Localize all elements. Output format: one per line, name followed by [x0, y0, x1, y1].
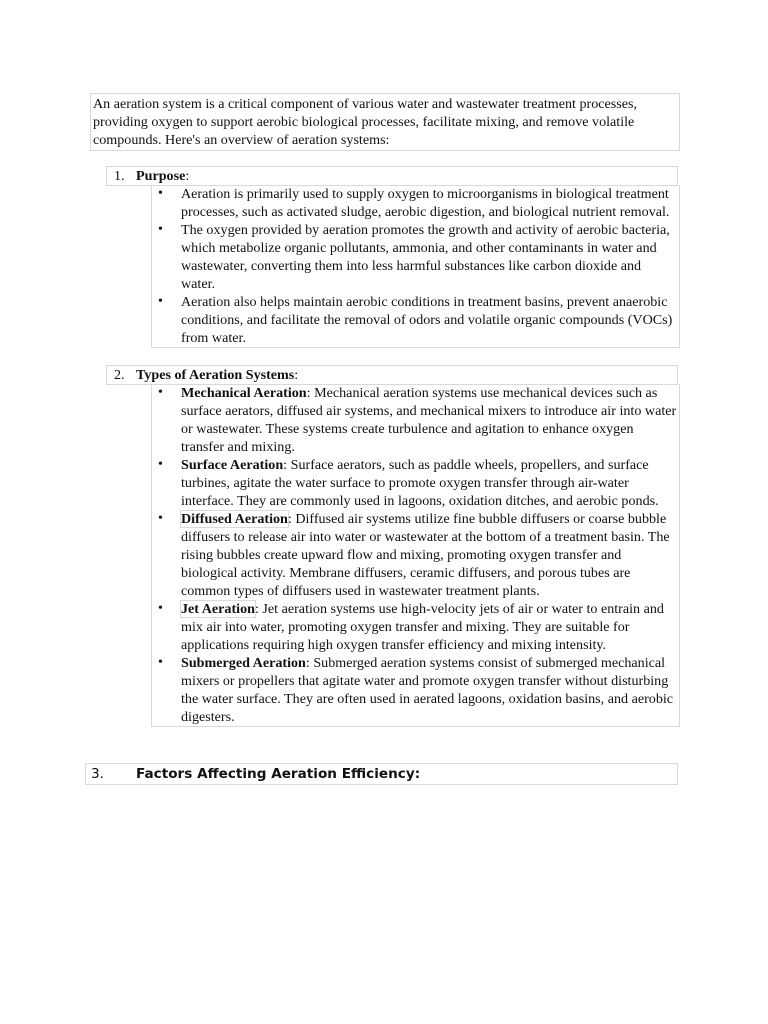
list-item: • Diffused Aeration: Diffused air systems utilize fine bubble diffusers or coarse bubble diffusers to release air into water or wastewater at the bottom of a treatment basin. The rising bubbles create upward flow and mixing, promoting oxygen transfer and biological activity. Membrane diffusers, ceramic diffusers, and porous tubes are common types of diffusers used in wastewater treatment plants. — [152, 510, 679, 600]
section-number: 1. — [114, 168, 125, 184]
section-heading-types — [106, 365, 678, 385]
term-submerged-aeration: Submerged Aeration — [181, 655, 306, 671]
section-heading-purpose — [106, 166, 678, 186]
list-item: • Mechanical Aeration: Mechanical aeration systems use mechanical devices such as surface aerators, diffused air systems, and mechanical mixers to introduce air into water or wastewater. These systems create turbulence and agitation to enhance oxygen transfer and mixing. — [152, 384, 679, 456]
section-title: Purpose: — [136, 168, 190, 184]
section-number: 3. — [91, 766, 104, 782]
section-title: Factors Affecting Aeration Efficiency: — [136, 766, 421, 782]
term-surface-aeration: Surface Aeration — [181, 457, 284, 473]
list-item: • Surface Aeration: Surface aerators, such as paddle wheels, propellers, and surface turbines, agitate the water surface to promote oxygen transfer through air-water interface. They are commonly used in lagoons, oxidation ditches, and aerobic ponds. — [152, 456, 679, 510]
list-item: • Aeration also helps maintain aerobic conditions in treatment basins, prevent anaerobic conditions, and facilitate the removal of odors and volatile organic compounds (VOCs) from water. — [152, 293, 679, 347]
intro-paragraph: An aeration system is a critical component of various water and wastewater treatment processes, providing oxygen to support aerobic biological processes, facilitate mixing, and remove volatile compounds. Here's an overview of aeration systems: — [90, 93, 680, 151]
list-item: • Aeration is primarily used to supply oxygen to microorganisms in biological treatment processes, such as activated sludge, aerobic digestion, and biological nutrient removal. — [152, 185, 679, 221]
list-item: • Submerged Aeration: Submerged aeration systems consist of submerged mechanical mixers or propellers that agitate water and promote oxygen transfer without disturbing the water surface. They are often used in aerated lagoons, oxidation basins, and aerobic digesters. — [152, 654, 679, 726]
section-number: 2. — [114, 367, 125, 383]
term-diffused-aeration: Diffused Aeration — [181, 511, 288, 527]
section-title: Types of Aeration Systems: — [136, 367, 299, 383]
purpose-bullet-list — [151, 185, 680, 348]
section-heading-factors — [85, 763, 678, 785]
term-mechanical-aeration: Mechanical Aeration — [181, 385, 307, 401]
term-jet-aeration: Jet Aeration — [181, 601, 255, 617]
list-item: • Jet Aeration: Jet aeration systems use high-velocity jets of air or water to entrain and mix air into water, promoting oxygen transfer and mixing. They are suitable for applications requiring high oxygen transfer efficiency and mixing intensity. — [152, 600, 679, 654]
types-bullet-list — [151, 384, 680, 727]
list-item: • The oxygen provided by aeration promotes the growth and activity of aerobic bacteria, which metabolize organic pollutants, ammonia, and other contaminants in water and wastewater, converting them into less harmful substances like carbon dioxide and water. — [152, 221, 679, 293]
